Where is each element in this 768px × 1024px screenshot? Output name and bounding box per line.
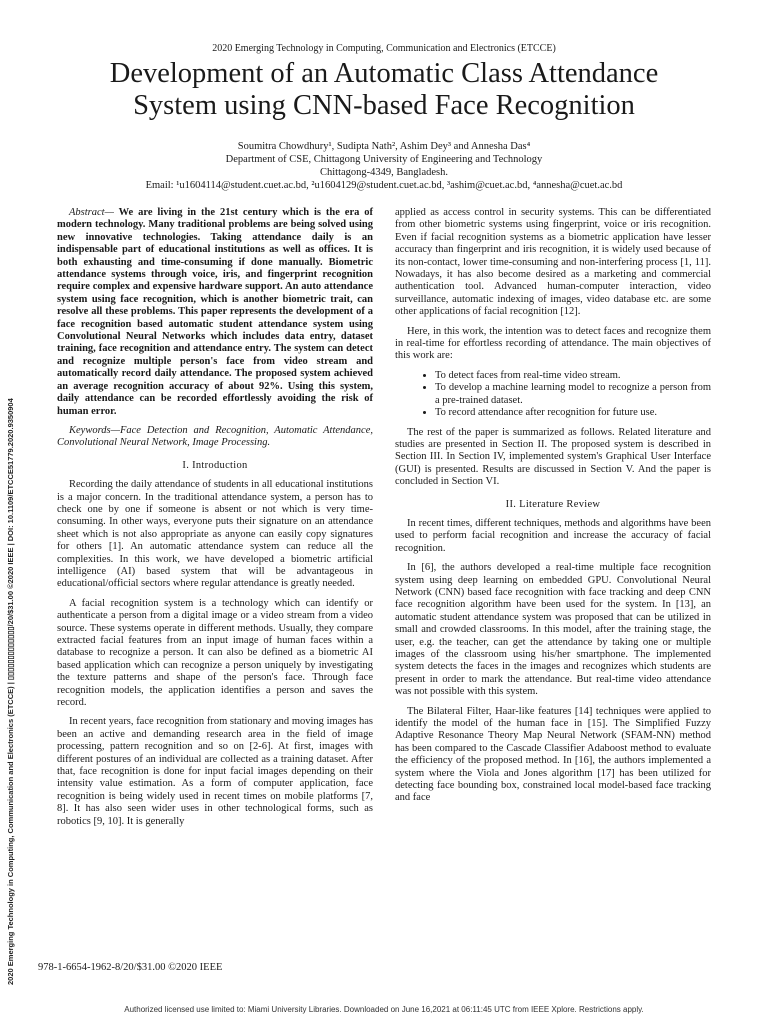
keywords-label: Keywords— bbox=[69, 424, 120, 436]
author-emails: Email: ¹u1604114@student.cuet.ac.bd, ²u1604129@student.cuet.ac.bd, ³ashim@cuet.ac.bd, ⁴annesha@cuet.ac.bd bbox=[145, 180, 623, 191]
section-heading-literature-review: II. Literature Review bbox=[505, 498, 601, 510]
section-heading-introduction: I. Introduction bbox=[182, 459, 248, 471]
doi-sidebar: 2020 Emerging Technology in Computing, Communication and Electronics (ETCCE) | ▯▯▯▯▯▯▯▯▯▯▯▯▯/20/$31.00 ©2020 IEEE | DOI: 10.1109/ETCCE51779.2020.9350904 bbox=[6, 398, 15, 985]
list-item: • To develop a machine learning model to recognize a person from a pre-trained dataset. bbox=[435, 382, 711, 407]
abstract-text: We are living in the 21st century which is the era of modern technology. Many traditional problems are being solved using new innovative technologies. Taking attendance daily is an indispensable part of educational institutions as well as offices. It is both exhausting and time-consuming if done manually. Biometric attendance systems through voice, iris, and fingerprint recognition require complex and expensive hardware support. An auto attendance system using face recognition, which is another biometric trait, can resolve all these problems. This paper represents the development of a face recognition based automatic student attendance system using Convolutional Neural Networks which includes data entry, dataset training, face recognition and attendance entry. The system can detect and recognize multiple person's face from video stream and automatically record daily attendance. The proposed system achieved an average recognition accuracy of about 92%. Using this system, daily attendance can be recorded effortlessly avoiding the risk of human error. bbox=[57, 207, 373, 417]
authorized-use-notice: Authorized licensed use limited to: Miami University Libraries. Downloaded on June 16,2021 at 06:11:45 UTC from IEEE Xplore. Restrictions apply. bbox=[124, 1005, 644, 1014]
objectives-list bbox=[395, 370, 711, 420]
keywords bbox=[57, 425, 373, 450]
intro-paragraph-continued: applied as access control in security systems. This can be differentiated from other biometric systems using fingerprint, voice or iris recognition. Even if facial recognition systems as a biometric application have lesser accuracy than fingerprint and iris recognition, it is widely used because of its non-contact, lower time-consuming and non-interfering process [1, 11]. Nowadays, it has also become desired as a marketing and commercial authentication tool. Advanced human-computer interaction, video surveillance, automatic indexing of images, video database etc. are some other applications of facial recognition [12]. bbox=[395, 207, 711, 318]
author-names: Soumitra Chowdhury¹, Sudipta Nath², Ashim Dey³ and Annesha Das⁴ bbox=[237, 141, 531, 152]
intro-paragraph-2: A facial recognition system is a technology which can identify or authenticate a person from a digital image or a video stream from a video source. These systems operate in different methods. Usually, they compare extracted facial features from an input image of human faces within a database to recognize a person. It can also be defined as a biometric AI based application which can recognize a person uniquely by investigating the texture patterns and shape of the person's face. Through face recognition models, the application identifies a person and saves the record. bbox=[57, 597, 373, 709]
list-item: • To detect faces from real-time video stream. bbox=[435, 370, 711, 382]
intro-paragraph-3: In recent years, face recognition from stationary and moving images has been an active and demanding research area in the field of image processing, pattern recognition and so on [2-6]. At first, images with different postures of an individual are collected as a training dataset. After that, face recognition is done for input facial images depending on their intensity value estimation. As a form of computer application, face recognition is being widely used in recent times on mobile platforms [7, 8]. It has also seen wider uses in other technological forms, such as robotics [9, 10]. It is generally bbox=[57, 716, 373, 827]
author-block bbox=[60, 140, 708, 192]
literature-paragraph-2: In [6], the authors developed a real-time multiple face recognition system using deep learning on embedded GPU. Convolutional Neural Network (CNN) based face recognition with face tracking and deep CNN face recognition algorithm have been used for the system. In [13], an automatic student attendance system was proposed that can be utilized in small and crowded classrooms. In this model, after the training stage, the user, e.g. the teacher, can get the attendance by taking one or multiple images of the classroom using his/her smartphone. The implemented system detects the faces in the images and recognizes which students are present in order to mark the attendance. But real-time video attendance was not possible with this system. bbox=[395, 562, 711, 698]
paper-title bbox=[40, 58, 728, 122]
author-address: Chittagong-4349, Bangladesh. bbox=[319, 167, 449, 178]
literature-paragraph-1: In recent times, different techniques, methods and algorithms have been used to perform facial recognition and increase the accuracy of facial recognition. bbox=[395, 517, 711, 554]
literature-paragraph-3: The Bilateral Filter, Haar-like features [14] techniques were applied to identify the model of the human face in [15]. The Simplified Fuzzy Adaptive Resonance Theory Map Neural Network (SFAM-NN) method has been compared to the Cascade Classifier Adaboost method to evaluate the efficiency of the proposed method. In [16], the authors implemented a system where the Viola and Jones algorithm [17] has been utilized for detecting face bounding box, constrained local model-based face tracking and face bbox=[395, 705, 711, 804]
intro-paragraph-objectives-lead: Here, in this work, the intention was to detect faces and recognize them in real-time for effortless recording of attendance. The main objectives of this work are: bbox=[395, 325, 711, 362]
intro-paragraph-organization: The rest of the paper is summarized as follows. Related literature and studies are presented in Section II. The proposed system is described in Section III. In Section IV, implemented system's Graphical User Interface (GUI) is presented. Results are discussed in Section V. And the paper is concluded in Section VI. bbox=[395, 426, 711, 488]
conference-header: 2020 Emerging Technology in Computing, Communication and Electronics (ETCCE) bbox=[212, 43, 556, 54]
left-column bbox=[57, 207, 373, 835]
title-line-1: Development of an Automatic Class Attendance bbox=[109, 58, 659, 89]
copyright-footer: 978-1-6654-1962-8/20/$31.00 ©2020 IEEE bbox=[38, 962, 223, 973]
title-line-2: System using CNN-based Face Recognition bbox=[133, 90, 635, 121]
list-item: • To record attendance after recognition for future use. bbox=[435, 407, 711, 419]
keywords-text: Face Detection and Recognition, Automatic Attendance, Convolutional Neural Network, Image Processing. bbox=[57, 424, 373, 449]
abstract bbox=[57, 207, 373, 418]
intro-paragraph-1: Recording the daily attendance of students in all educational institutions is a major concern. In the traditional attendance system, a person has to check one by one if someone is absent or not which is very time-consuming. In other ways, everyone puts their signature on an attendance sheet which is not also appropriate as anyone can easily copy signatures for others [1]. An automatic attendance system can reduce all the complexities. In this work, we have developed a biometric artificial intelligence (AI) based system that will be advantageous in educational/official sectors where regular attendance is greatly needed. bbox=[57, 479, 373, 590]
right-column bbox=[395, 207, 711, 812]
abstract-label: Abstract— bbox=[69, 207, 114, 218]
author-department: Department of CSE, Chittagong University of Engineering and Technology bbox=[225, 154, 543, 165]
